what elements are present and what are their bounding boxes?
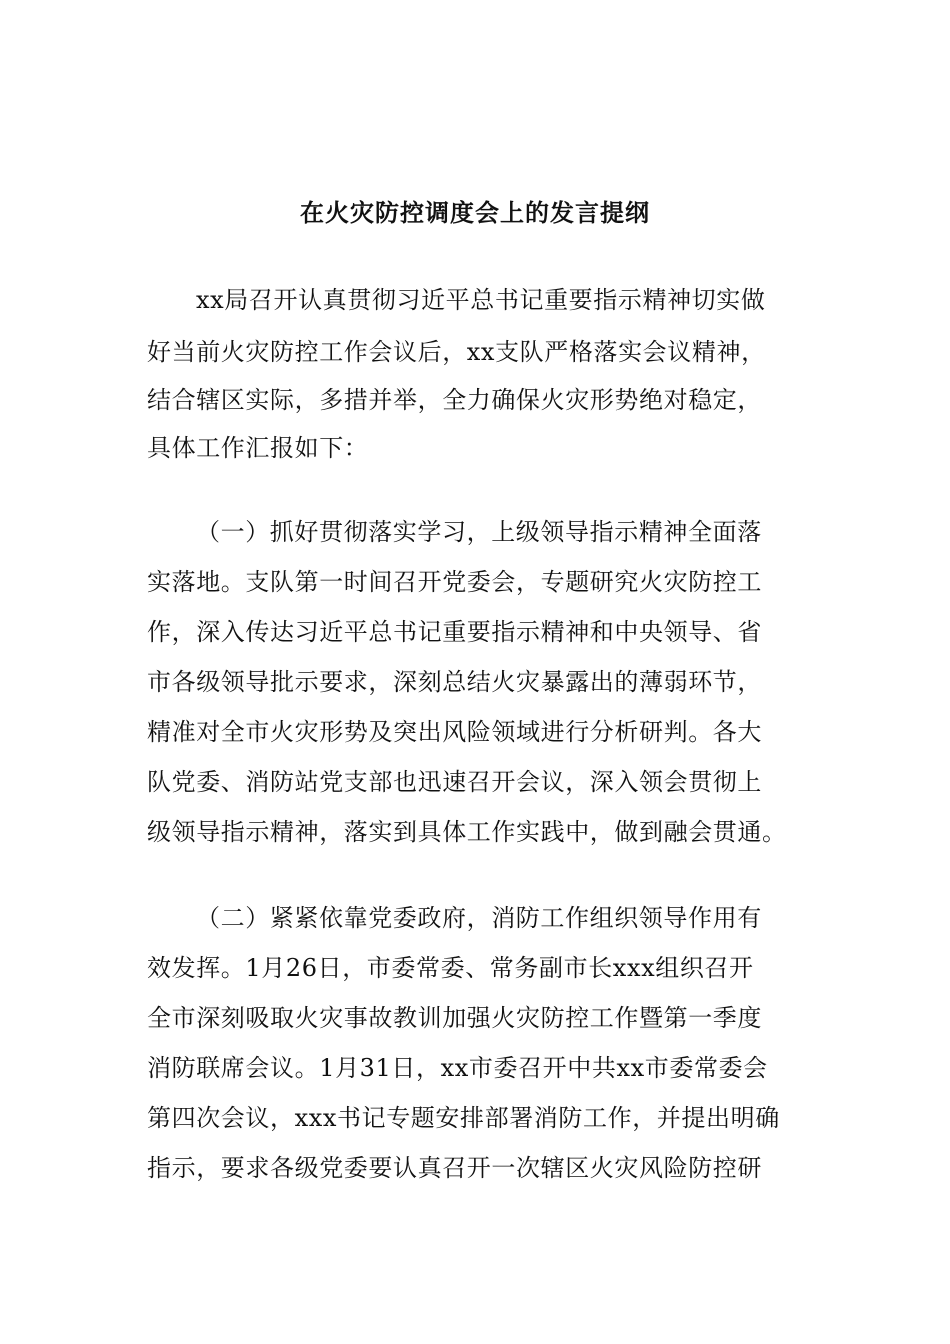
document-title: 在火灾防控调度会上的发言提纲 — [300, 198, 650, 227]
paragraph-3-line-1: （二）紧紧依靠党委政府，消防工作组织领导作用有 — [196, 904, 762, 932]
paragraph-1-line-1: xx局召开认真贯彻习近平总书记重要指示精神切实做 — [196, 286, 766, 314]
paragraph-2-line-2: 实落地。支队第一时间召开党委会，专题研究火灾防控工 — [147, 568, 762, 596]
paragraph-2-line-4: 市各级领导批示要求，深刻总结火灾暴露出的薄弱环节， — [147, 668, 762, 696]
paragraph-3-line-4: 消防联席会议。1月31日，xx市委召开中共xx市委常委会 — [147, 1054, 768, 1082]
paragraph-3-line-3: 全市深刻吸取火灾事故教训加强火灾防控工作暨第一季度 — [147, 1004, 762, 1032]
paragraph-1-line-2: 好当前火灾防控工作会议后，xx支队严格落实会议精神， — [147, 338, 766, 366]
paragraph-1-line-4: 具体工作汇报如下： — [147, 434, 369, 462]
paragraph-2-line-3: 作，深入传达习近平总书记重要指示精神和中央领导、省 — [147, 618, 762, 646]
paragraph-1-line-3: 结合辖区实际，多措并举，全力确保火灾形势绝对稳定， — [147, 386, 762, 414]
paragraph-3-line-6: 指示，要求各级党委要认真召开一次辖区火灾风险防控研 — [147, 1154, 762, 1182]
paragraph-2-line-5: 精准对全市火灾形势及突出风险领域进行分析研判。各大 — [147, 718, 762, 746]
paragraph-2-line-7: 级领导指示精神，落实到具体工作实践中，做到融会贯通。 — [147, 818, 787, 846]
paragraph-2-line-1: （一）抓好贯彻落实学习，上级领导指示精神全面落 — [196, 518, 762, 546]
paragraph-3-line-5: 第四次会议，xxx书记专题安排部署消防工作，并提出明确 — [147, 1104, 780, 1132]
paragraph-3-line-2: 效发挥。1月26日，市委常委、常务副市长xxx组织召开 — [147, 954, 754, 982]
paragraph-2-line-6: 队党委、消防站党支部也迅速召开会议，深入领会贯彻上 — [147, 768, 762, 796]
